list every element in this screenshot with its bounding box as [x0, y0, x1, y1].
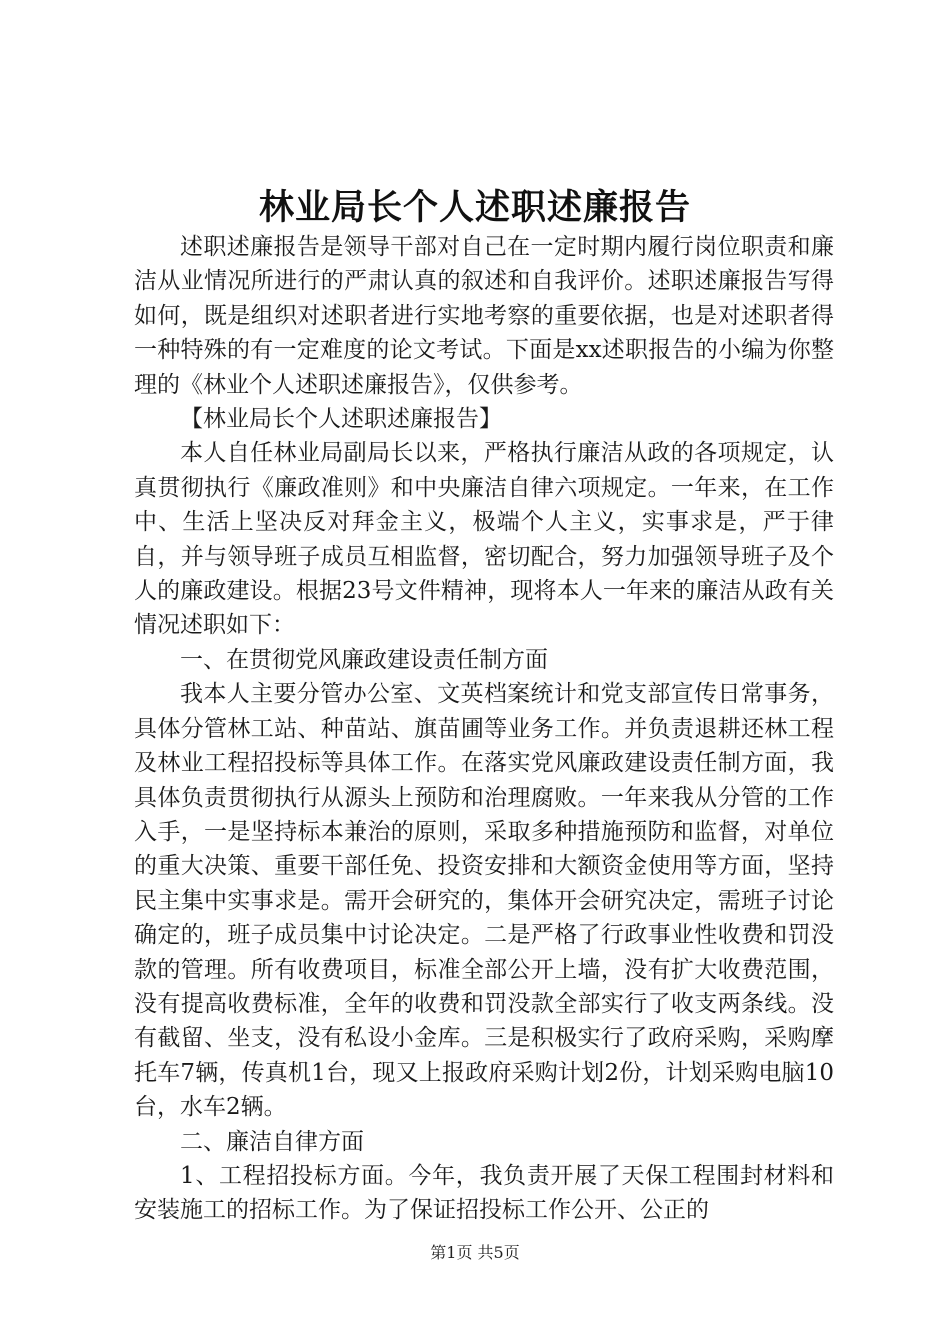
- paragraph-intro: 述职述廉报告是领导干部对自己在一定时期内履行岗位职责和廉洁从业情况所进行的严肃认真的叙述和自我评价。述职述廉报告写得如何，既是组织对述职者进行实地考察的重要依据，也是对述职者得一种特殊的有一定难度的论文考试。下面是xx述职报告的小编为你整理的《林业个人述职述廉报告》，仅供参考。: [134, 234, 834, 398]
- heading-section-one: 一、在贯彻党风廉政建设责任制方面: [180, 646, 548, 673]
- paragraph-opening: 本人自任林业局副局长以来，严格执行廉洁从政的各项规定，认真贯彻执行《廉政准则》和中央廉洁自律六项规定。一年来，在工作中、生活上坚决反对拜金主义，极端个人主义，实事求是，严于律自，并与领导班子成员互相监督，密切配合，努力加强领导班子及个人的廉政建设。根据23号文件精神，现将本人一年来的廉洁从政有关情况述职如下：: [134, 440, 834, 639]
- document-title: 林业局长个人述职述廉报告: [258, 187, 691, 228]
- paragraph-section-two-body: 1、工程招投标方面。今年，我负责开展了天保工程围封材料和安装施工的招标工作。为了保证招投标工作公开、公正的: [134, 1162, 834, 1224]
- paragraph-section-heading: 【林业局长个人述职述廉报告】: [180, 406, 502, 433]
- page-footer: 第1页 共5页: [430, 1243, 520, 1262]
- document-body: [134, 230, 834, 1228]
- paragraph-section-one-body: 我本人主要分管办公室、文英档案统计和党支部宣传日常事务，具体分管林工站、种苗站、旗苗圃等业务工作。并负责退耕还林工程及林业工程招投标等具体工作。在落实党风廉政建设责任制方面，我具体负责贯彻执行从源头上预防和治理腐败。一年来我从分管的工作入手，一是坚持标本兼治的原则，采取多种措施预防和监督，对单位的重大决策、重要干部任免、投资安排和大额资金使用等方面，坚持民主集中实事求是。需开会研究的，集体开会研究决定，需班子讨论确定的，班子成员集中讨论决定。二是严格了行政事业性收费和罚没款的管理。所有收费项目，标准全部公开上墙，没有扩大收费范围，没有提高收费标准，全年的收费和罚没款全部实行了收支两条线。没有截留、坐支，没有私设小金库。三是积极实行了政府采购，采购摩托车7辆，传真机1台，现又上报政府采购计划2份，计划采购电脑10台，水车2辆。: [134, 681, 834, 1121]
- heading-section-two: 二、廉洁自律方面: [180, 1128, 364, 1155]
